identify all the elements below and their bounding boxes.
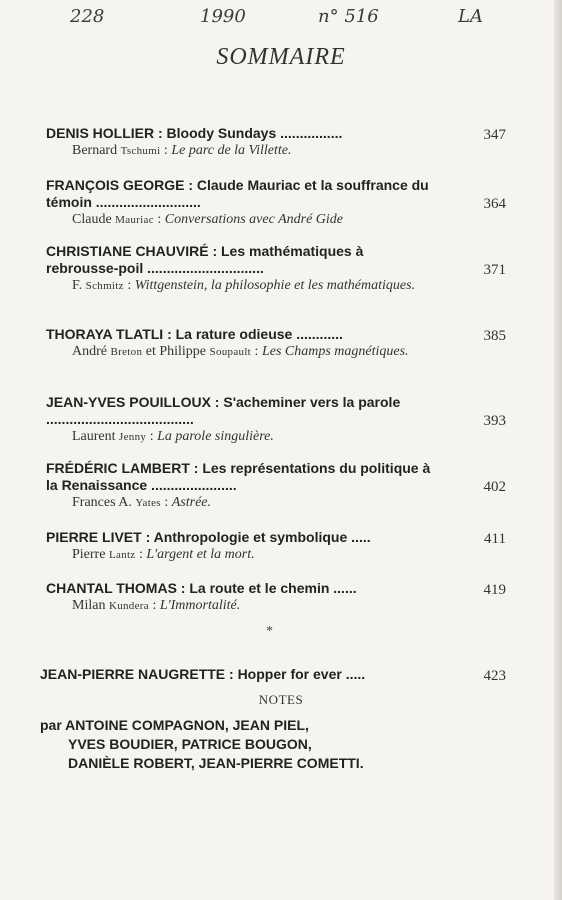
contributors-line: DANIÈLE ROBERT, JEAN-PIERRE COMETTI. [68,755,364,771]
toc-entry-subtitle: Pierre Lantz : L'argent et la mort. [72,547,255,562]
toc-entry-subtitle: Claude Mauriac : Conversations avec André Gide [72,212,344,227]
toc-entry-subtitle: Laurent Jenny : La parole singulière. [72,429,274,444]
toc-entry [40,666,506,683]
handwritten-note: 1990 [200,6,246,27]
toc-entry-title: DENIS HOLLIER : Bloody Sundays ................ [46,125,343,141]
toc-entry-subtitle: Frances A. Yates : Astrée. [72,495,211,510]
page-edge [554,0,562,900]
toc-page-number: 347 [483,127,506,143]
toc-entry-title: THORAYA TLATLI : La rature odieuse ............ [46,326,343,342]
toc-entry-subtitle: Bernard Tschumi : Le parc de la Villette. [72,143,292,158]
toc-page-number: 411 [484,531,506,547]
toc-entry-title: FRÉDÉRIC LAMBERT : Les représentations du politique à la Renaissance ...................... [46,460,431,493]
toc-entry-title: PIERRE LIVET : Anthropologie et symbolique ..... [46,529,371,545]
toc-page-number: 385 [483,328,506,344]
contributors-line: par ANTOINE COMPAGNON, JEAN PIEL, [40,717,309,733]
toc-entry [46,580,506,615]
toc-entry-title: JEAN-PIERRE NAUGRETTE : Hopper for ever ..... [40,666,366,682]
toc-page-number: 423 [483,668,506,684]
toc-entry-title: JEAN-YVES POUILLOUX : S'acheminer vers la parole ...................................... [46,394,401,427]
toc-entry-subtitle: F. Schmitz : Wittgenstein, la philosophie et les mathématiques. [72,278,416,293]
toc-page-number: 364 [483,196,506,212]
toc-entry [46,460,506,512]
toc-entry-title: CHANTAL THOMAS : La route et le chemin ...... [46,580,357,596]
toc-entry [46,243,506,295]
toc-entry [46,529,506,564]
handwritten-note: LA [458,6,483,27]
toc-page-number: 393 [483,413,506,429]
toc-entry-subtitle: André Breton et Philippe Soupault : Les Champs magnétiques. [72,344,409,359]
toc-entry [46,394,506,446]
page-title: SOMMAIRE [216,44,346,70]
handwritten-note: n° 516 [318,6,379,27]
toc-entry [46,326,506,361]
handwritten-note: 228 [70,6,105,27]
toc-page-number: 371 [483,262,506,278]
toc-entry-subtitle: Milan Kundera : L'Immortalité. [72,598,241,613]
toc-entry [46,177,506,229]
toc-page-number: 402 [483,479,506,495]
contributors-line: YVES BOUDIER, PATRICE BOUGON, [68,736,312,752]
toc-entry-title: CHRISTIANE CHAUVIRÉ : Les mathématiques à rebrousse-poil .............................. [46,243,364,276]
notes-heading: NOTES [258,692,304,707]
toc-page-number: 419 [483,582,506,598]
toc-entry-title: FRANÇOIS GEORGE : Claude Mauriac et la souffrance du témoin ........................... [46,177,429,210]
toc-entry [46,125,506,160]
section-separator: * [266,624,273,639]
